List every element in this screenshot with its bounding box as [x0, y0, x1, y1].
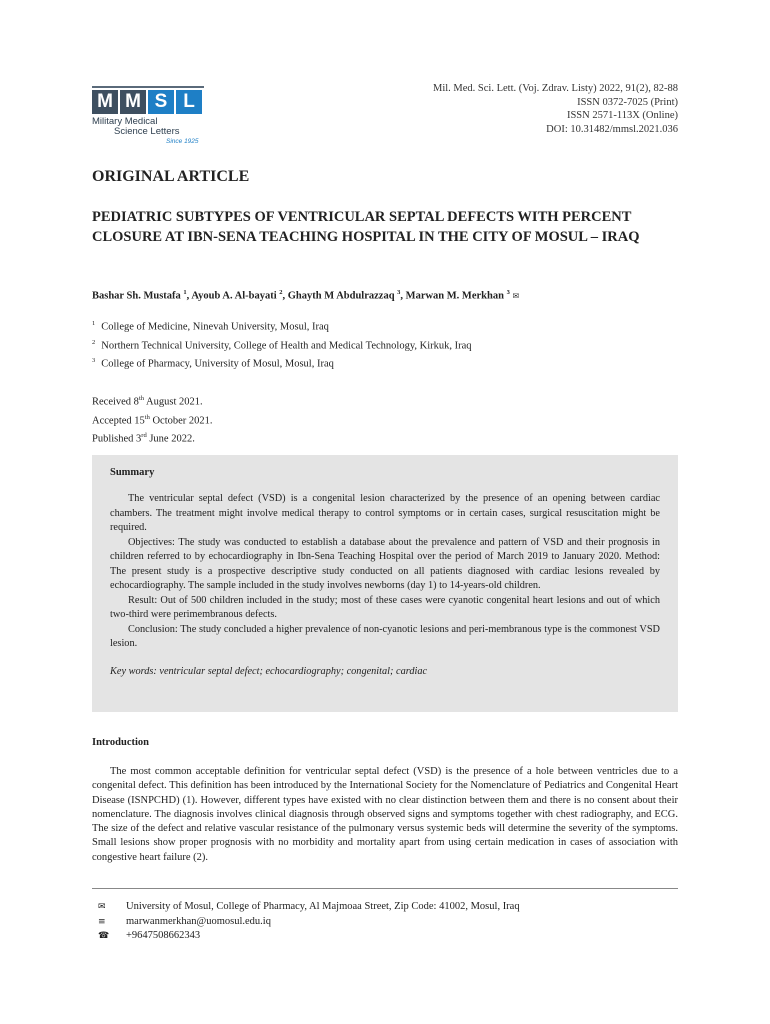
author-affiliation-mark: 1 — [183, 289, 187, 296]
article-title: PEDIATRIC SUBTYPES OF VENTRICULAR SEPTAL DEFECTS WITH PERCENT CLOSURE AT IBN-SENA TEACHING HOSPITAL IN THE CITY OF MOSUL – IRAQ — [92, 209, 640, 245]
received-date — [92, 391, 213, 410]
author-affiliation-mark: 3 — [506, 289, 510, 296]
logo-line-2: Science Letters — [114, 126, 180, 137]
author-name: Marwan M. Merkhan — [405, 290, 504, 302]
affiliation — [92, 353, 472, 372]
logo-letter-s: S — [148, 90, 174, 114]
author-affiliation-mark: 2 — [279, 289, 283, 296]
contact-phone — [98, 929, 520, 944]
contact-phone-text: +9647508662343 — [126, 930, 201, 941]
affiliation-list — [92, 316, 472, 372]
summary-result: Result: Out of 500 children included in the study; most of these cases were cyanotic congenital heart lesions and out of which two-third were perimembranous defects. — [110, 594, 660, 620]
contact-address-text: University of Mosul, College of Pharmacy, Al Majmoaa Street, Zip Code: 41002, Mosul, Iraq — [126, 901, 520, 912]
contact-email — [98, 915, 520, 930]
introduction-heading: Introduction — [92, 737, 149, 748]
logo-letter-boxes — [92, 90, 202, 114]
summary-objectives: Objectives: The study was conducted to establish a database about the prevalence and pattern of VSD and their prognosis in children referred to by echocardiography in Ibn-Sena Teaching Hospital over the period of March 2019 to January 2020. Method: The present study is a prospective descriptive study conducted on all patients diagnosed with cardiac lesions revealed by echocardiography. The sample included in the study involves newborns (day 1) to 14-years-old children. — [110, 536, 660, 591]
introduction-paragraph: The most common acceptable definition for ventricular septal defect (VSD) is the presence of a hole between ventricles due to a congenital defect. This definition has been introduced by the International Society for the Nomenclature of Pediatrics and Congenital Heart Disease (ISNPCHD) (1). However, different types have existed with no clear distinction between them and there is no consent about their nomenclature. The diagnosis involves clinical diagnosis through observed signs and symptoms together with chest radiography, and ECG. The size of the defect and relative vascular resistance of the pulmonary versus systemic beds will determine the severity of the symptoms. Small lesions show proper prognosis with no morbidity and mortality apart from using certain medication in cases of association with congestive heart failure (2). — [92, 766, 678, 863]
issn-online: ISSN 2571-113X (Online) — [566, 110, 678, 121]
summary-paragraph: The ventricular septal defect (VSD) is a congenital lesion characterized by the presence of an opening between cardiac chambers. The treatment might involve medical therapy to control symptoms or in certain cases, surgical resuscitation might be required. — [110, 493, 660, 533]
affiliation-text: Northern Technical University, College of Health and Medical Technology, Kirkuk, Iraq — [101, 340, 472, 351]
author-name: Bashar Sh. Mustafa — [92, 290, 181, 302]
published-date-suffix: rd — [141, 432, 147, 439]
summary-conclusion: Conclusion: The study concluded a higher prevalence of non-cyanotic lesions and peri-membranous type is the commonest VSD lesion. — [110, 623, 660, 649]
logo-letter-l: L — [176, 90, 202, 114]
author-name: Ghayth M Abdulrazzaq — [287, 290, 395, 302]
affiliation-number: 3 — [92, 357, 96, 364]
logo-line-1: Military Medical — [92, 116, 158, 127]
phone-icon: ☎ — [98, 931, 110, 941]
affiliation — [92, 316, 472, 335]
logo-letter-m2: M — [120, 90, 146, 114]
affiliation-number: 1 — [92, 320, 96, 327]
accepted-date — [92, 410, 213, 429]
contact-email-text: marwanmerkhan@uomosul.edu.iq — [126, 915, 271, 927]
author-affiliation-mark: 3 — [397, 289, 401, 296]
keywords: Key words: ventricular septal defect; echocardiography; congenital; cardiac — [110, 665, 428, 677]
logo-since: Since 1925 — [166, 138, 199, 145]
accepted-date-suffix: th — [144, 413, 150, 421]
article-dates — [92, 391, 213, 447]
summary-box — [92, 455, 678, 712]
author-name: Ayoub A. Al-bayati — [191, 290, 277, 302]
affiliation — [92, 335, 472, 354]
journal-logo — [92, 86, 222, 148]
logo-rule — [92, 86, 204, 88]
received-date-suffix: th — [138, 395, 144, 402]
mail-icon: ✉ — [98, 902, 106, 912]
received-date-month: August 2021. — [144, 396, 203, 408]
summary-heading: Summary — [110, 467, 155, 478]
published-date-text: Published 3 — [92, 433, 142, 445]
published-date-month: June 2022. — [146, 433, 195, 445]
accepted-date-month: October 2021. — [149, 415, 213, 426]
journal-citation: Mil. Med. Sci. Lett. (Voj. Zdrav. Listy) 2022, 91(2), 82-88 — [433, 83, 678, 94]
corresponding-author-icon: ✉ — [512, 291, 520, 301]
email-icon: ≡ — [98, 916, 106, 927]
accepted-date-text: Accepted 15 — [92, 415, 145, 426]
doi: DOI: 10.31482/mmsl.2021.036 — [546, 123, 678, 135]
footnote-divider — [92, 888, 678, 889]
journal-info — [433, 82, 678, 136]
affiliation-text: College of Medicine, Ninevah University, Mosul, Iraq — [101, 321, 329, 333]
logo-letter-m1: M — [92, 90, 118, 114]
contact-address — [98, 900, 520, 915]
received-date-text: Received 8 — [92, 396, 139, 408]
corresponding-contact — [98, 900, 520, 944]
article-type: ORIGINAL ARTICLE — [92, 168, 250, 185]
affiliation-text: College of Pharmacy, University of Mosul, Mosul, Iraq — [101, 358, 334, 370]
affiliation-number: 2 — [92, 338, 96, 346]
author-list: Bashar Sh. Mustafa $^1$, Ayoub A. Al-bayati $^2$, Ghayth M Abdulrazzaq $^3$, Marwan M. Merkhan $^3$ ✉ — [92, 289, 520, 302]
published-date — [92, 428, 213, 447]
issn-print: ISSN 0372-7025 (Print) — [577, 96, 678, 108]
